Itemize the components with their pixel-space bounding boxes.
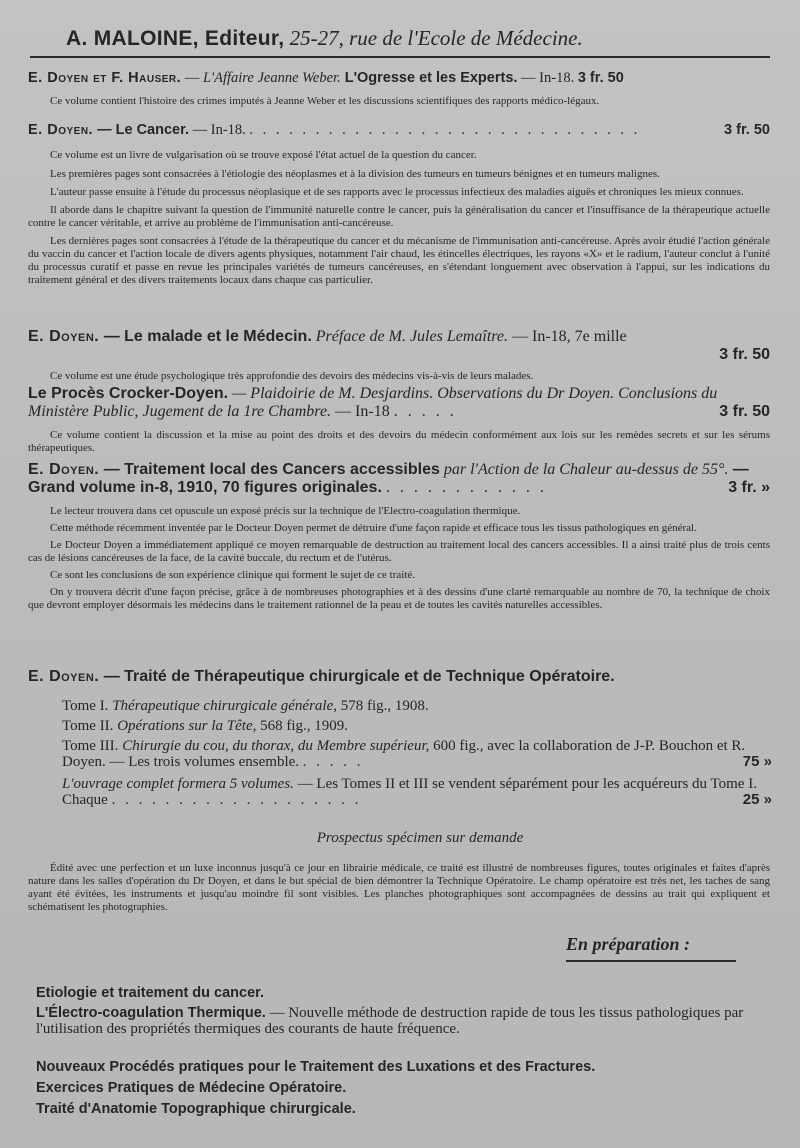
entry-price: 3 fr. » [728, 479, 770, 496]
tome-label: Tome III. [62, 738, 119, 754]
entry-malade-medecin [28, 328, 770, 383]
prep-item-luxations [36, 1059, 774, 1075]
entry-price: 3 fr. 50 [724, 122, 770, 138]
entry-author: E. Doyen. [28, 122, 94, 138]
prep-item-exercices [36, 1080, 774, 1096]
entry-description: Ce sont les conclusions de son expérience clinique qui forment le sujet de ce traité. [50, 569, 416, 581]
entry-description: Il aborde dans le chapitre suivant la question de l'immunité naturelle contre le cancer, puis la généralisation du cancer et l'insuffisance de la thérapeutique actuelle contre le cancer véritable, et arrive au problème de l'immunisation anti-cancéreuse. [28, 204, 770, 229]
tome-price: 75 » [742, 753, 772, 770]
prospectus-note: Prospectus spécimen sur demande [316, 830, 524, 846]
entry-proces-crocker [28, 385, 770, 455]
leader-dots: . . . . . [393, 403, 457, 420]
tome-title: Chirurgie du cou, du thorax, du Membre supérieur, [118, 738, 430, 754]
entry-description: Ce volume est une étude psychologique très approfondie des devoirs des médecins vis-à-vis de leurs malades. [50, 370, 534, 382]
entry-description: Le lecteur trouvera dans cet opuscule un exposé précis sur la technique de l'Electro-coagulation thermique. [50, 505, 521, 517]
entry-author: E. Doyen. [28, 668, 100, 685]
entry-format: — In-18. [517, 70, 575, 86]
entry-format: — Grand volume in-8, 1910, 70 figures originales. [28, 461, 749, 496]
entry-affaire-weber [28, 70, 770, 108]
entry-price: 3 fr. 50 [577, 70, 624, 86]
entry-description: Cette méthode récemment inventée par le Docteur Doyen permet de détruire d'une façon rapide et efficace tous les tissus pathologiques en général. [50, 522, 697, 534]
tome-label: Tome II. [62, 718, 114, 734]
entry-price: 3 fr. 50 [719, 403, 770, 420]
entry-description: L'auteur passe ensuite à l'étude du processus néoplasique et de ses rapports avec le processus infectieux des maladies aiguës et chroniques les mieux connues. [50, 186, 744, 198]
entry-title: — Traité de Thérapeutique chirurgicale et de Technique Opératoire. [99, 668, 615, 685]
tome-label: Tome I. [62, 698, 109, 714]
prep-item-anatomie [36, 1101, 774, 1117]
entry-author: E. Doyen. [28, 461, 100, 478]
tome-title: Opérations sur la Tête, [113, 718, 257, 734]
entry-traitement-local [28, 461, 770, 612]
entry-author: E. Doyen. [28, 328, 100, 345]
entry-description: Le Docteur Doyen a immédiatement appliqué ce moyen remarquable de destruction au traitement local des cancers accessibles. Il a ainsi traité plus de trois cents cas de lésions cancéreuses de la face, de la cavité buccale, du rectum et de l'utérus. [28, 539, 770, 564]
entry-format: — In-18, 7e mille [508, 328, 627, 345]
leader-dots: . . . . . . . . . . . . . . . . . . . [111, 792, 362, 808]
entry-title-italic: par l'Action de la Chaleur au-dessus de 55°. [439, 461, 729, 478]
leader-dots: . . . . . . . . . . . . [385, 479, 547, 496]
entry-description: Ce volume contient la discussion et la mise au point des droits et des devoirs du médecin conformément aux lois sur les remèdes secrets et sur les sérums thérapeutiques. [28, 429, 770, 454]
tome-details: 600 fig., avec la collaboration de J-P. Bouchon et R. Doyen. — Les trois volumes ensemble. [62, 738, 746, 770]
prep-item-electro [36, 1005, 774, 1037]
tome-title: Thérapeutique chirurgicale générale, [108, 698, 337, 714]
entry-title: — Traitement local des Cancers accessibles [99, 461, 440, 478]
preparation-rule [566, 960, 736, 962]
entry-description: Les premières pages sont consacrées à l'étiologie des néoplasmes et à la division des tumeurs en tumeurs bénignes et en tumeurs malignes. [50, 168, 660, 180]
prep-item-title: L'Électro-coagulation Thermique. [36, 1005, 266, 1021]
tome-details: 578 fig., 1908. [337, 698, 429, 714]
publisher-name: A. MALOINE, Editeur, [66, 27, 285, 50]
entry-traite-therapeutique [28, 668, 770, 686]
preparation-heading: En préparation : [566, 934, 691, 954]
entry-title-italic: — Plaidoirie de M. Desjardins. Observations du Dr Doyen. Conclusions du Ministère Public, Jugement de la 1re Chambre. [28, 385, 718, 420]
prep-item-details: — Nouvelle méthode de destruction rapide de tous les tissus pathologiques par l'utilisation des propriétés thermiques des courants de haute fréquence. [36, 1005, 744, 1037]
complete-work [62, 776, 772, 808]
entry-author: Le Procès Crocker-Doyen. [28, 385, 229, 402]
entry-description: Ce volume est un livre de vulgarisation où se trouve exposé l'état actuel de la question du cancer. [50, 149, 477, 161]
entry-format: — In-18 [331, 403, 390, 420]
prep-item-etiologie [36, 985, 774, 1001]
publisher-header [66, 26, 583, 51]
leader-dots: . . . . . [302, 754, 364, 770]
publisher-address: 25-27, rue de l'Ecole de Médecine. [289, 26, 583, 50]
entry-price: 3 fr. 50 [719, 346, 770, 363]
entry-title: — Le malade et le Médecin. [99, 328, 312, 345]
entry-dash: — [181, 70, 203, 86]
complete-price: 25 » [742, 791, 772, 808]
entry-title-italic: L'Affaire Jeanne Weber. [202, 70, 341, 86]
prep-item-title: Traité d'Anatomie Topographique chirurgicale. [36, 1101, 356, 1117]
entry-description: On y trouvera décrit d'une façon précise, grâce à de nombreuses photographies et à des dessins d'une clarté remarquable au nombre de 70, la technique de choix que devront employer désormais les médecins dans le traitement rationnel de la peau et de toutes les cavités naturelles accessibles. [28, 586, 770, 611]
entry-title-italic: Préface de M. Jules Lemaître. [311, 328, 508, 345]
complete-note: L'ouvrage complet formera 5 volumes. [62, 776, 294, 792]
prep-item-title: Etiologie et traitement du cancer. [36, 985, 265, 1001]
prep-item-title: Nouveaux Procédés pratiques pour le Traitement des Luxations et des Fractures. [36, 1059, 596, 1075]
prep-item-title: Exercices Pratiques de Médecine Opératoire. [36, 1080, 347, 1096]
entry-le-cancer [28, 122, 770, 287]
entry-title: — Le Cancer. [93, 122, 189, 138]
leader-dots: . . . . . . . . . . . . . . . . . . . . . . . . . . . . . . [249, 122, 641, 138]
entry-title: L'Ogresse et les Experts. [340, 70, 518, 86]
tome-details: 568 fig., 1909. [256, 718, 349, 734]
traite-description [28, 862, 770, 914]
complete-details: — Les Tomes II et III se vendent séparément pour les acquéreurs du Tome I. Chaque [62, 776, 757, 808]
entry-author: E. Doyen et F. Hauser. [28, 70, 182, 86]
header-rule [30, 56, 770, 58]
entry-description: Édité avec une perfection et un luxe inconnus jusqu'à ce jour en librairie médicale, ce traité est illustré de nombreuses figures, toutes originales et faites d'après nature dans les salles d'opération du Dr Doyen, et dans le but spécial de bien démontrer la Technique Opératoire. Le champ opératoire est très net, les taches de sang ayant été évitées, les instruments et jusqu'au moindre fil sont visibles. Les planches photographiques sont accompagnées de dessins au trait qui expliquent et schématisent les photographies. [28, 862, 770, 913]
entry-description: Les dernières pages sont consacrées à l'étude de la thérapeutique du cancer et du mécanisme de l'immunisation anti-cancéreuse. Après avoir étudié l'action générale du vaccin du cancer et l'action locale de divers agents physiques, notamment l'air chaud, les étincelles électriques, les rayons «X» et le radium, l'auteur conclut à l'unité du processus curatif et passe en revue les principales variétés de tumeurs cancéreuses, en s'étendant longuement avec observation à l'appui, sur les indications du traitement général et des divers traitements locaux dans chaque cas particulier. [28, 235, 770, 286]
entry-format: — In-18. [188, 122, 246, 138]
tome-3 [62, 738, 772, 770]
tome-1 [62, 698, 772, 714]
entry-description: Ce volume contient l'histoire des crimes imputés à Jeanne Weber et les discussions scientifiques des rapports médico-légaux. [50, 95, 600, 107]
tome-2 [62, 718, 772, 734]
